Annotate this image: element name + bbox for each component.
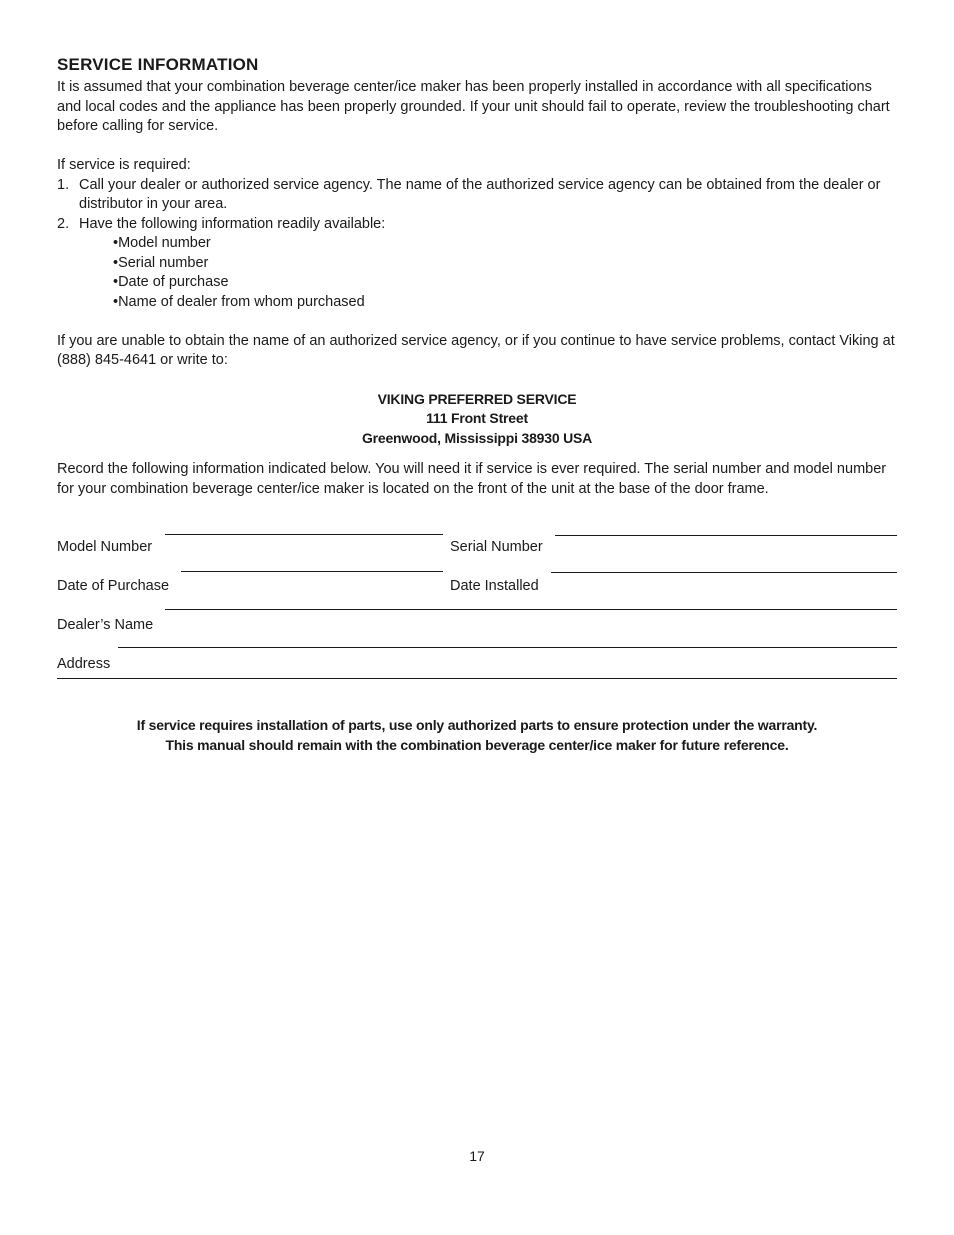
address-line-upper[interactable] [118, 647, 897, 648]
date-installed-line[interactable] [551, 572, 897, 573]
service-information-section [57, 54, 897, 499]
address-line: VIKING PREFERRED SERVICE [377, 390, 577, 407]
date-of-purchase-label: Date of Purchase [57, 578, 170, 594]
list-item [57, 176, 897, 215]
address-label: Address [57, 656, 111, 672]
service-address [57, 390, 897, 449]
warranty-notice [0, 715, 954, 755]
dealers-name-line[interactable] [165, 609, 897, 610]
list-item: •Model number [113, 235, 211, 251]
address-line: Greenwood, Mississippi 38930 USA [361, 429, 593, 446]
section-heading: SERVICE INFORMATION [57, 55, 259, 74]
list-item: •Date of purchase [113, 274, 229, 290]
list-item [57, 215, 897, 235]
required-info-list [57, 234, 897, 312]
date-of-purchase-line[interactable] [181, 571, 443, 572]
list-item: •Name of dealer from whom purchased [113, 293, 365, 310]
contact-paragraph: If you are unable to obtain the name of an authorized service agency, or if you continue to have service problems, contact Viking at (888) 845-4641 or write to: [57, 332, 895, 368]
address-line-lower[interactable] [57, 678, 897, 679]
step-number: 2. [57, 215, 70, 232]
page-number: 17 [469, 1148, 485, 1164]
date-installed-label: Date Installed [450, 578, 539, 594]
service-steps-list [57, 176, 897, 235]
notice-line: This manual should remain with the combination beverage center/ice maker for future reference. [165, 737, 789, 753]
if-service-label: If service is required: [57, 157, 191, 173]
model-number-label: Model Number [57, 539, 153, 555]
record-paragraph: Record the following information indicated below. You will need it if service is ever required. The serial number and model number for your combination beverage center/ice maker is located on the front of the unit at the base of the door frame. [57, 461, 887, 497]
list-item: •Serial number [113, 254, 209, 271]
step-number: 1. [57, 176, 70, 193]
step-text: Call your dealer or authorized service agency. The name of the authorized service agency can be obtained from the dealer or distributor in your area. [79, 176, 881, 212]
notice-line: If service requires installation of parts, use only authorized parts to ensure protection under the warranty. [136, 717, 818, 733]
step-text: Have the following information readily available: [79, 215, 386, 232]
model-number-line[interactable] [165, 534, 443, 535]
address-line: 111 Front Street [426, 410, 528, 426]
serial-number-label: Serial Number [450, 539, 543, 555]
dealers-name-label: Dealer’s Name [57, 617, 154, 633]
intro-paragraph: It is assumed that your combination beverage center/ice maker has been properly installed in accordance with all specifications and local codes and the appliance has been properly grounded. If your unit should fail to operate, review the troubleshooting chart before calling for service. [57, 79, 890, 134]
serial-number-line[interactable] [555, 535, 897, 536]
